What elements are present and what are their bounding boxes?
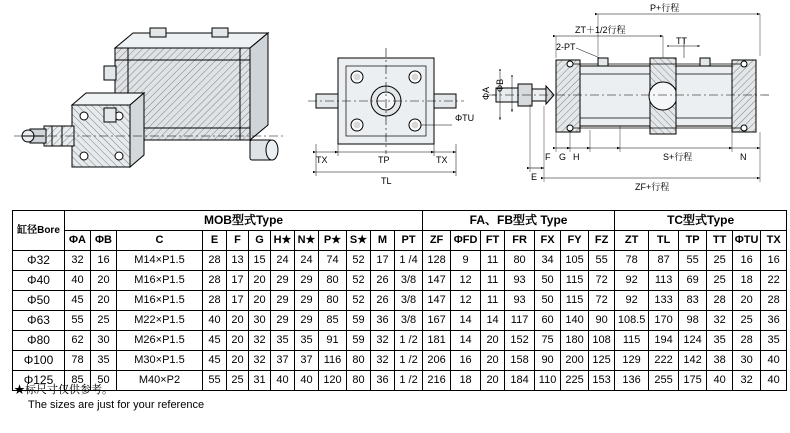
cell-fr: 184 bbox=[505, 371, 535, 391]
label-tt: TT bbox=[676, 36, 687, 46]
col-header-g: G bbox=[249, 231, 271, 251]
cell-zt: 92 bbox=[615, 291, 649, 311]
cell-c: M30×P1.5 bbox=[117, 351, 203, 371]
cell-zf: 147 bbox=[423, 271, 451, 291]
cell-phifd: 14 bbox=[451, 331, 481, 351]
col-header-s: S★ bbox=[347, 231, 371, 251]
cell-tt: 40 bbox=[707, 371, 733, 391]
cell-tx: 35 bbox=[761, 331, 787, 351]
cell-tp: 69 bbox=[679, 271, 707, 291]
cell-fy: 200 bbox=[561, 351, 589, 371]
cell-f: 25 bbox=[227, 371, 249, 391]
cell-e: 40 bbox=[203, 311, 227, 331]
cell-e: 28 bbox=[203, 271, 227, 291]
cell-e: 55 bbox=[203, 371, 227, 391]
cell-f: 17 bbox=[227, 271, 249, 291]
table-row bbox=[13, 311, 787, 331]
table-row bbox=[13, 251, 787, 271]
technical-drawings-svg bbox=[0, 0, 790, 205]
cell-zt: 78 bbox=[615, 251, 649, 271]
cell-fx: 50 bbox=[535, 271, 561, 291]
col-header-tp: TP bbox=[679, 231, 707, 251]
cell-pt: 1 /2 bbox=[395, 351, 423, 371]
cell-phia: 45 bbox=[65, 291, 91, 311]
col-header-tl: TL bbox=[649, 231, 679, 251]
side-sectional-view bbox=[14, 28, 285, 167]
cell-ft: 11 bbox=[481, 251, 505, 271]
cell-tl: 194 bbox=[649, 331, 679, 351]
cell-g: 20 bbox=[249, 291, 271, 311]
cell-bore: Φ40 bbox=[13, 271, 65, 291]
cell-tx: 40 bbox=[761, 351, 787, 371]
cell-bore: Φ50 bbox=[13, 291, 65, 311]
cell-tx: 36 bbox=[761, 311, 787, 331]
col-header-m: M bbox=[371, 231, 395, 251]
cell-fy: 115 bbox=[561, 291, 589, 311]
cell-phia: 78 bbox=[65, 351, 91, 371]
cell-tl: 170 bbox=[649, 311, 679, 331]
cell-s: 52 bbox=[347, 271, 371, 291]
cell-bore: Φ32 bbox=[13, 251, 65, 271]
cell-m: 32 bbox=[371, 351, 395, 371]
cell-bore: Φ125 bbox=[13, 371, 65, 391]
cell-pt: 3/8 bbox=[395, 311, 423, 331]
cell-tl: 113 bbox=[649, 271, 679, 291]
cell-h: 29 bbox=[271, 291, 295, 311]
label-n: N bbox=[740, 152, 747, 162]
cell-f: 20 bbox=[227, 331, 249, 351]
cell-n: 24 bbox=[295, 251, 319, 271]
label-f: F bbox=[545, 152, 551, 162]
cell-fy: 105 bbox=[561, 251, 589, 271]
label-zf-stroke: ZF+行程 bbox=[635, 182, 670, 192]
col-header-phia: ΦA bbox=[65, 231, 91, 251]
cell-f: 17 bbox=[227, 291, 249, 311]
cell-zf: 128 bbox=[423, 251, 451, 271]
label-g: G bbox=[559, 152, 567, 162]
cell-phifd: 18 bbox=[451, 371, 481, 391]
cell-s: 59 bbox=[347, 331, 371, 351]
cell-pt: 1 /2 bbox=[395, 371, 423, 391]
cell-pt: 1 /2 bbox=[395, 331, 423, 351]
cell-c: M22×P1.5 bbox=[117, 311, 203, 331]
label-tx-right: TX bbox=[436, 155, 448, 165]
footnote-line-en: The sizes are just for your reference bbox=[28, 399, 205, 411]
cell-zf: 147 bbox=[423, 291, 451, 311]
col-header-tt: TT bbox=[707, 231, 733, 251]
col-header-pt: PT bbox=[395, 231, 423, 251]
cell-ft: 20 bbox=[481, 331, 505, 351]
group-header-row bbox=[13, 211, 787, 231]
cell-fx: 60 bbox=[535, 311, 561, 331]
cell-fx: 90 bbox=[535, 351, 561, 371]
cell-p: 80 bbox=[319, 291, 347, 311]
cell-tp: 55 bbox=[679, 251, 707, 271]
cell-tt: 25 bbox=[707, 271, 733, 291]
cell-n: 29 bbox=[295, 311, 319, 331]
cell-f: 20 bbox=[227, 311, 249, 331]
cell-p: 116 bbox=[319, 351, 347, 371]
cell-tl: 133 bbox=[649, 291, 679, 311]
col-header-n: N★ bbox=[295, 231, 319, 251]
column-header-row bbox=[13, 231, 787, 251]
cell-c: M16×P1.5 bbox=[117, 291, 203, 311]
cell-g: 30 bbox=[249, 311, 271, 331]
cell-tx: 16 bbox=[761, 251, 787, 271]
cell-phitu: 20 bbox=[733, 291, 761, 311]
col-header-e: E bbox=[203, 231, 227, 251]
cell-phia: 32 bbox=[65, 251, 91, 271]
cell-n: 29 bbox=[295, 291, 319, 311]
cell-zt: 136 bbox=[615, 371, 649, 391]
table-row bbox=[13, 271, 787, 291]
cell-zf: 216 bbox=[423, 371, 451, 391]
cell-phifd: 16 bbox=[451, 351, 481, 371]
col-header-fz: FZ bbox=[589, 231, 615, 251]
label-e: E bbox=[531, 172, 538, 182]
cell-fx: 75 bbox=[535, 331, 561, 351]
cell-h: 29 bbox=[271, 271, 295, 291]
cell-fy: 225 bbox=[561, 371, 589, 391]
cell-ft: 20 bbox=[481, 351, 505, 371]
cell-c: M26×P1.5 bbox=[117, 331, 203, 351]
cell-c: M40×P2 bbox=[117, 371, 203, 391]
cell-p: 80 bbox=[319, 271, 347, 291]
cell-f: 20 bbox=[227, 351, 249, 371]
col-header-zf: ZF bbox=[423, 231, 451, 251]
cell-h: 40 bbox=[271, 371, 295, 391]
group-header-mob: MOB型式Type bbox=[65, 211, 423, 231]
cell-fr: 117 bbox=[505, 311, 535, 331]
cell-zf: 206 bbox=[423, 351, 451, 371]
cell-phitu: 32 bbox=[733, 371, 761, 391]
cell-phib: 16 bbox=[91, 251, 117, 271]
cell-fr: 158 bbox=[505, 351, 535, 371]
cell-m: 26 bbox=[371, 271, 395, 291]
cell-n: 35 bbox=[295, 331, 319, 351]
label-s-stroke: S+行程 bbox=[663, 152, 693, 162]
cell-e: 45 bbox=[203, 331, 227, 351]
col-header-p: P★ bbox=[319, 231, 347, 251]
cell-tp: 124 bbox=[679, 331, 707, 351]
cell-phia: 85 bbox=[65, 371, 91, 391]
col-header-zt: ZT bbox=[615, 231, 649, 251]
cell-m: 36 bbox=[371, 371, 395, 391]
cell-bore: Φ63 bbox=[13, 311, 65, 331]
cell-s: 59 bbox=[347, 311, 371, 331]
cell-phifd: 12 bbox=[451, 291, 481, 311]
cell-fr: 152 bbox=[505, 331, 535, 351]
cell-bore: Φ100 bbox=[13, 351, 65, 371]
cell-c: M14×P1.5 bbox=[117, 251, 203, 271]
group-header-tc: TC型式Type bbox=[615, 211, 787, 231]
cell-e: 45 bbox=[203, 351, 227, 371]
cell-zt: 108.5 bbox=[615, 311, 649, 331]
table-row bbox=[13, 351, 787, 371]
cell-zf: 181 bbox=[423, 331, 451, 351]
table-head bbox=[13, 211, 787, 251]
col-header-fr: FR bbox=[505, 231, 535, 251]
cell-f: 13 bbox=[227, 251, 249, 271]
cell-m: 32 bbox=[371, 331, 395, 351]
cell-tt: 25 bbox=[707, 251, 733, 271]
cell-ft: 11 bbox=[481, 271, 505, 291]
label-2pt: 2-PT bbox=[556, 42, 576, 52]
cell-h: 29 bbox=[271, 311, 295, 331]
cell-fz: 72 bbox=[589, 291, 615, 311]
cell-fr: 80 bbox=[505, 251, 535, 271]
bore-header-cn: 缸径Bore bbox=[17, 225, 60, 236]
cell-fz: 90 bbox=[589, 311, 615, 331]
bore-header bbox=[13, 211, 65, 251]
cell-tl: 222 bbox=[649, 351, 679, 371]
cell-phifd: 12 bbox=[451, 271, 481, 291]
cell-phia: 40 bbox=[65, 271, 91, 291]
cell-c: M16×P1.5 bbox=[117, 271, 203, 291]
label-tp: TP bbox=[378, 155, 390, 165]
col-header-phitu: ΦTU bbox=[733, 231, 761, 251]
cell-fr: 93 bbox=[505, 271, 535, 291]
footnote-line-cn: ★标尺寸仅供参考。 bbox=[14, 384, 113, 396]
cell-phitu: 16 bbox=[733, 251, 761, 271]
label-p-stroke: P+行程 bbox=[650, 3, 680, 13]
label-phia: ΦA bbox=[481, 86, 491, 100]
col-header-ft: FT bbox=[481, 231, 505, 251]
cell-p: 74 bbox=[319, 251, 347, 271]
cell-n: 40 bbox=[295, 371, 319, 391]
cell-g: 31 bbox=[249, 371, 271, 391]
cell-tp: 175 bbox=[679, 371, 707, 391]
cell-fy: 115 bbox=[561, 271, 589, 291]
cell-e: 28 bbox=[203, 251, 227, 271]
cell-m: 36 bbox=[371, 311, 395, 331]
cell-phib: 35 bbox=[91, 351, 117, 371]
cell-phib: 50 bbox=[91, 371, 117, 391]
cell-fz: 153 bbox=[589, 371, 615, 391]
cell-p: 120 bbox=[319, 371, 347, 391]
cell-phitu: 25 bbox=[733, 311, 761, 331]
cell-s: 52 bbox=[347, 291, 371, 311]
label-phitu: ΦTU bbox=[455, 113, 475, 123]
cell-s: 80 bbox=[347, 371, 371, 391]
cell-fz: 125 bbox=[589, 351, 615, 371]
cell-p: 91 bbox=[319, 331, 347, 351]
cell-ft: 14 bbox=[481, 311, 505, 331]
cell-fr: 93 bbox=[505, 291, 535, 311]
cell-g: 32 bbox=[249, 351, 271, 371]
cell-pt: 3/8 bbox=[395, 271, 423, 291]
cell-bore: Φ80 bbox=[13, 331, 65, 351]
cell-phia: 62 bbox=[65, 331, 91, 351]
cell-zt: 92 bbox=[615, 271, 649, 291]
cell-m: 17 bbox=[371, 251, 395, 271]
cell-n: 37 bbox=[295, 351, 319, 371]
cell-fz: 72 bbox=[589, 271, 615, 291]
table-body bbox=[13, 251, 787, 391]
cell-tt: 38 bbox=[707, 351, 733, 371]
cell-g: 20 bbox=[249, 271, 271, 291]
cell-tt: 32 bbox=[707, 311, 733, 331]
assembly-dimension-view bbox=[488, 14, 772, 182]
cell-h: 24 bbox=[271, 251, 295, 271]
cell-phib: 20 bbox=[91, 271, 117, 291]
cell-tt: 35 bbox=[707, 331, 733, 351]
cell-g: 32 bbox=[249, 331, 271, 351]
cell-fx: 50 bbox=[535, 291, 561, 311]
col-header-phib: ΦB bbox=[91, 231, 117, 251]
col-header-c: C bbox=[117, 231, 203, 251]
cell-fy: 140 bbox=[561, 311, 589, 331]
col-header-h: H★ bbox=[271, 231, 295, 251]
label-h: H bbox=[573, 152, 580, 162]
cell-m: 26 bbox=[371, 291, 395, 311]
cell-phifd: 14 bbox=[451, 311, 481, 331]
cell-phitu: 30 bbox=[733, 351, 761, 371]
table-row bbox=[13, 331, 787, 351]
cell-zt: 129 bbox=[615, 351, 649, 371]
cell-zf: 167 bbox=[423, 311, 451, 331]
cell-g: 15 bbox=[249, 251, 271, 271]
drawings-area bbox=[0, 0, 790, 205]
specification-table bbox=[12, 210, 787, 391]
label-tx-left: TX bbox=[316, 155, 328, 165]
cell-h: 37 bbox=[271, 351, 295, 371]
cell-tt: 28 bbox=[707, 291, 733, 311]
cell-phib: 20 bbox=[91, 291, 117, 311]
cell-s: 80 bbox=[347, 351, 371, 371]
cell-fy: 180 bbox=[561, 331, 589, 351]
col-header-tx: TX bbox=[761, 231, 787, 251]
cell-fx: 34 bbox=[535, 251, 561, 271]
footnote bbox=[14, 383, 204, 413]
cell-phifd: 9 bbox=[451, 251, 481, 271]
cell-e: 28 bbox=[203, 291, 227, 311]
col-header-fy: FY bbox=[561, 231, 589, 251]
label-zt-half-stroke: ZT＋1/2行程 bbox=[575, 25, 626, 35]
cell-tx: 22 bbox=[761, 271, 787, 291]
cell-ft: 11 bbox=[481, 291, 505, 311]
cell-h: 35 bbox=[271, 331, 295, 351]
cell-tp: 98 bbox=[679, 311, 707, 331]
col-header-phifd: ΦFD bbox=[451, 231, 481, 251]
table-row bbox=[13, 291, 787, 311]
cell-zt: 115 bbox=[615, 331, 649, 351]
cell-p: 85 bbox=[319, 311, 347, 331]
col-header-fx: FX bbox=[535, 231, 561, 251]
cell-n: 29 bbox=[295, 271, 319, 291]
specification-table-wrap bbox=[12, 210, 781, 391]
cell-tl: 87 bbox=[649, 251, 679, 271]
cell-phib: 30 bbox=[91, 331, 117, 351]
col-header-f: F bbox=[227, 231, 249, 251]
cell-tl: 255 bbox=[649, 371, 679, 391]
group-header-fafb: FA、FB型式 Type bbox=[423, 211, 615, 231]
cell-pt: 3/8 bbox=[395, 291, 423, 311]
cell-fx: 110 bbox=[535, 371, 561, 391]
cell-pt: 1 /4 bbox=[395, 251, 423, 271]
cell-ft: 20 bbox=[481, 371, 505, 391]
label-tl: TL bbox=[381, 176, 392, 186]
cell-phitu: 28 bbox=[733, 331, 761, 351]
label-phib: ΦB bbox=[495, 78, 505, 92]
cell-phitu: 18 bbox=[733, 271, 761, 291]
cell-tx: 40 bbox=[761, 371, 787, 391]
cell-phib: 25 bbox=[91, 311, 117, 331]
cell-fz: 108 bbox=[589, 331, 615, 351]
cell-tp: 83 bbox=[679, 291, 707, 311]
cell-tx: 28 bbox=[761, 291, 787, 311]
cell-fz: 55 bbox=[589, 251, 615, 271]
cell-tp: 142 bbox=[679, 351, 707, 371]
cell-s: 52 bbox=[347, 251, 371, 271]
cell-phia: 55 bbox=[65, 311, 91, 331]
